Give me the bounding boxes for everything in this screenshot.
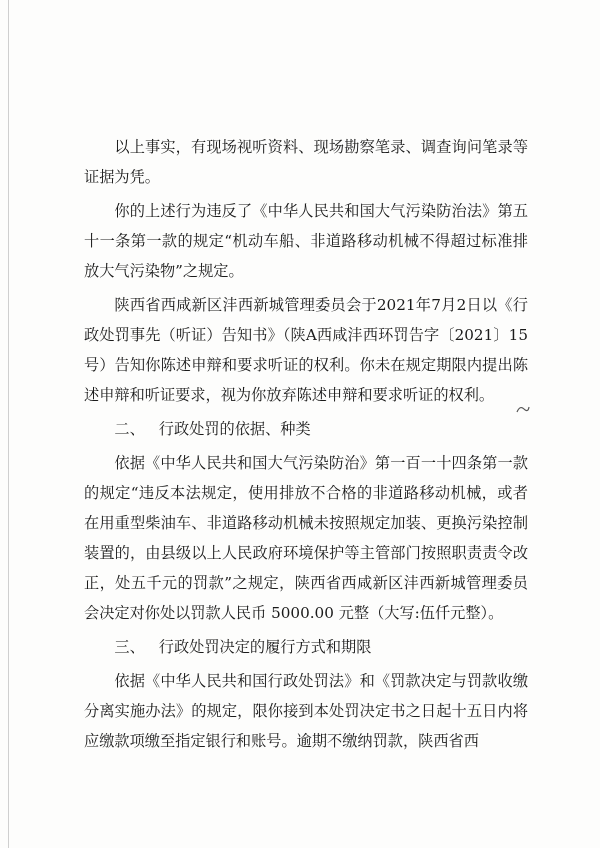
document-body — [84, 132, 528, 756]
section-2-number: 二、 — [114, 420, 145, 438]
ink-mark-icon — [516, 404, 530, 416]
section-3-heading — [84, 632, 528, 662]
paragraph-evidence: 以上事实，有现场视听资料、现场勘察笔录、调查询问笔录等证据为凭。 — [84, 138, 528, 186]
section-2-heading — [84, 414, 528, 444]
section-3-number: 三、 — [114, 638, 145, 656]
paragraph-payment: 依据《中华人民共和国行政处罚法》和《罚款决定与罚款收缴分离实施办法》的规定，限你接到本处罚决定书之日起十五日内将应缴款项缴至指定银行和账号。逾期不缴纳罚款，陕西省西 — [84, 672, 528, 750]
paragraph-penalty-basis: 依据《中华人民共和国大气污染防治》第一百一十四条第一款的规定“违反本法规定，使用排放不合格的非道路移动机械，或者在用重型柴油车、非道路移动机械未按照规定加装、更换污染控制装置的，由县级以上人民政府环境保护等主管部门按照职责责令改正，处五千元的罚款”之规定，陕西省西咸新区沣西新城管理委员会决定对你处以罚款人民币 5000.00 元整（大写:伍仟元整）。 — [84, 454, 528, 622]
section-3-title: 行政处罚决定的履行方式和期限 — [158, 638, 372, 656]
paragraph-notice: 陕西省西咸新区沣西新城管理委员会于2021年7月2日以《行政处罚事先（听证）告知书》（陕A西咸沣西环罚告字〔2021〕15号）告知你陈述申辩和要求听证的权利。你未在规定期限内提出陈述申辩和听证要求，视为你放弃陈述申辩和要求听证的权利。 — [84, 296, 528, 404]
section-2-title: 行政处罚的依据、种类 — [158, 420, 311, 438]
page-edge-line — [8, 0, 9, 848]
paragraph-violation: 你的上述行为违反了《中华人民共和国大气污染防治法》第五十一条第一款的规定“机动车船、非道路移动机械不得超过标准排放大气污染物”之规定。 — [84, 202, 528, 280]
